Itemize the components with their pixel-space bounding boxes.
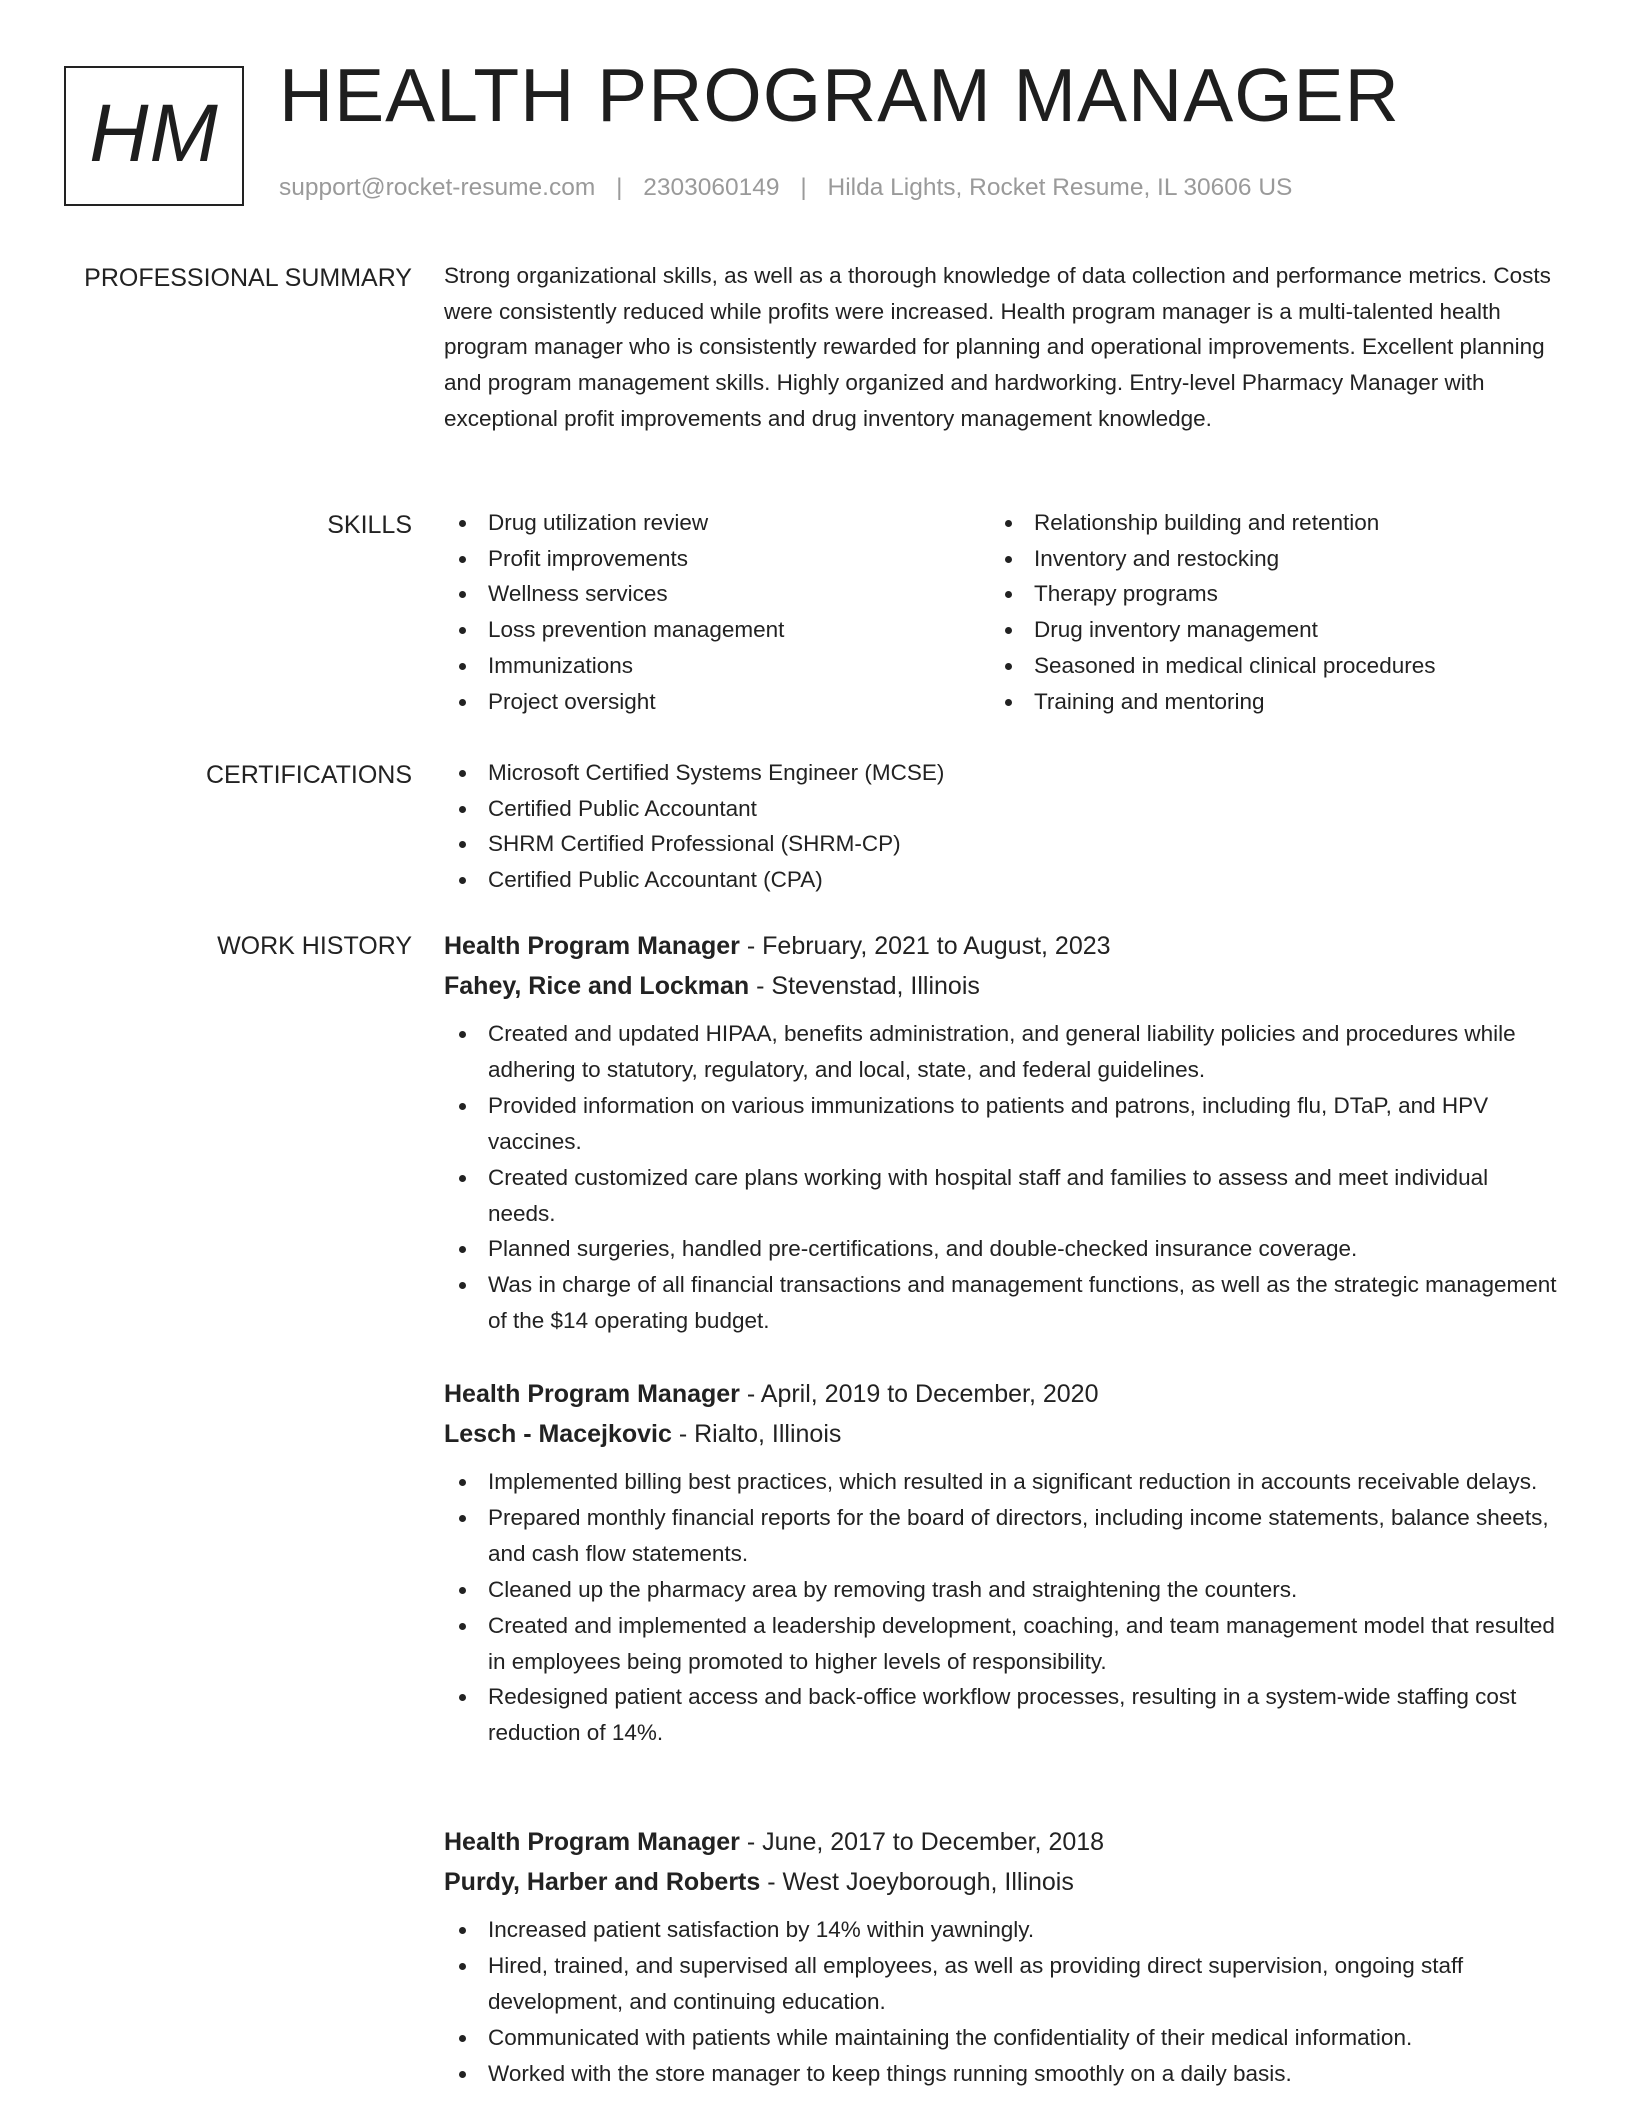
job-title: Health Program Manager — [444, 932, 740, 960]
job-dates: - April, 2019 to December, 2020 — [746, 1380, 1099, 1408]
section-heading-skills: SKILLS — [327, 511, 412, 539]
job-bullets — [444, 1912, 1559, 2092]
job-location: - West Joeyborough, Illinois — [767, 1868, 1074, 1896]
job-dates: - February, 2021 to August, 2023 — [746, 932, 1111, 960]
skill-item: Relationship building and retention — [990, 505, 1536, 541]
job-company: Fahey, Rice and Lockman — [444, 972, 750, 1000]
job-location: - Rialto, Illinois — [678, 1420, 842, 1448]
summary-body — [444, 264, 1559, 437]
skills-body — [444, 511, 1559, 719]
skills-list-right — [990, 505, 1536, 719]
job-company-line — [444, 1414, 1559, 1454]
skill-item: Inventory and restocking — [990, 541, 1536, 577]
skill-item: Immunizations — [444, 648, 990, 684]
job-title-line — [444, 1374, 1559, 1414]
contact-address: Hilda Lights, Rocket Resume, IL 30606 US — [827, 174, 1293, 201]
job-bullet: Planned surgeries, handled pre-certifications, and double-checked insurance coverage. — [444, 1231, 1559, 1267]
certification-item: SHRM Certified Professional (SHRM-CP) — [444, 826, 1559, 862]
skill-item: Project oversight — [444, 684, 990, 720]
contact-separator: | — [800, 174, 807, 201]
job-bullet: Provided information on various immunizations to patients and patrons, including flu, DTaP, and HPV vaccines. — [444, 1088, 1559, 1160]
skill-item: Profit improvements — [444, 541, 990, 577]
contact-separator: | — [616, 174, 623, 201]
job-bullets — [444, 1464, 1559, 1751]
job-company-line — [444, 966, 1559, 1006]
skill-item: Wellness services — [444, 576, 990, 612]
contact-line — [279, 174, 1292, 202]
job-entry — [444, 1822, 1559, 2092]
job-location: - Stevenstad, Illinois — [756, 972, 980, 1000]
job-bullet: Created and implemented a leadership development, coaching, and team management model that resulted in employees being promoted to higher levels of responsibility. — [444, 1608, 1559, 1680]
job-entry — [444, 1374, 1559, 1751]
skill-item: Seasoned in medical clinical procedures — [990, 648, 1536, 684]
section-heading-summary: PROFESSIONAL SUMMARY — [84, 264, 412, 292]
summary-text: Strong organizational skills, as well as a thorough knowledge of data collection and performance metrics. Costs were consistently reduced while profits were increased. Health program manager is a multi-talented health program manager who is consistently rewarded for planning and operational improvements. Excellent planning and program management skills. Highly organized and hardworking. Entry-level Pharmacy Manager with exceptional profit improvements and drug inventory management knowledge. — [444, 263, 1551, 431]
job-bullet: Created and updated HIPAA, benefits administration, and general liability policies and procedures while adhering to statutory, regulatory, and local, state, and federal guidelines. — [444, 1016, 1559, 1088]
job-title-line — [444, 1822, 1559, 1862]
job-bullets — [444, 1016, 1559, 1339]
skill-item: Drug utilization review — [444, 505, 990, 541]
contact-email: support@rocket-resume.com — [279, 174, 596, 201]
job-bullet: Was in charge of all financial transactions and management functions, as well as the strategic management of the $14 operating budget. — [444, 1267, 1559, 1339]
certifications-body — [444, 761, 1559, 898]
job-company-line — [444, 1862, 1559, 1902]
job-title-line — [444, 926, 1559, 966]
skill-item: Drug inventory management — [990, 612, 1536, 648]
job-bullet: Implemented billing best practices, which resulted in a significant reduction in accounts receivable delays. — [444, 1464, 1559, 1500]
job-bullet: Hired, trained, and supervised all employees, as well as providing direct supervision, ongoing staff development, and continuing education. — [444, 1948, 1559, 2020]
job-title: Health Program Manager — [444, 1380, 740, 1408]
section-heading-work-history: WORK HISTORY — [217, 932, 412, 960]
certification-item: Microsoft Certified Systems Engineer (MCSE) — [444, 755, 1559, 791]
job-bullet: Created customized care plans working with hospital staff and families to assess and meet individual needs. — [444, 1160, 1559, 1232]
job-bullet: Communicated with patients while maintaining the confidentiality of their medical information. — [444, 2020, 1559, 2056]
section-heading-certifications: CERTIFICATIONS — [205, 761, 412, 789]
monogram-badge — [64, 66, 244, 206]
contact-phone: 2303060149 — [643, 174, 780, 201]
job-title: Health Program Manager — [444, 1828, 740, 1856]
resume-title: HEALTH PROGRAM MANAGER — [279, 53, 1400, 137]
job-bullet: Redesigned patient access and back-office workflow processes, resulting in a system-wide staffing cost reduction of 14%. — [444, 1679, 1559, 1751]
certification-item: Certified Public Accountant (CPA) — [444, 862, 1559, 898]
certification-item: Certified Public Accountant — [444, 791, 1559, 827]
skill-item: Training and mentoring — [990, 684, 1536, 720]
skill-item: Loss prevention management — [444, 612, 990, 648]
job-bullet: Cleaned up the pharmacy area by removing trash and straightening the counters. — [444, 1572, 1559, 1608]
skills-list-left — [444, 505, 990, 719]
job-bullet: Increased patient satisfaction by 14% within yawningly. — [444, 1912, 1559, 1948]
certifications-list — [444, 755, 1559, 898]
job-entry — [444, 926, 1559, 1339]
monogram-text: HM — [89, 88, 219, 179]
job-company: Lesch - Macejkovic — [444, 1420, 672, 1448]
job-bullet: Worked with the store manager to keep things running smoothly on a daily basis. — [444, 2056, 1559, 2092]
skill-item: Therapy programs — [990, 576, 1536, 612]
job-dates: - June, 2017 to December, 2018 — [746, 1828, 1105, 1856]
job-company: Purdy, Harber and Roberts — [444, 1868, 761, 1896]
job-bullet: Prepared monthly financial reports for the board of directors, including income statements, balance sheets, and cash flow statements. — [444, 1500, 1559, 1572]
